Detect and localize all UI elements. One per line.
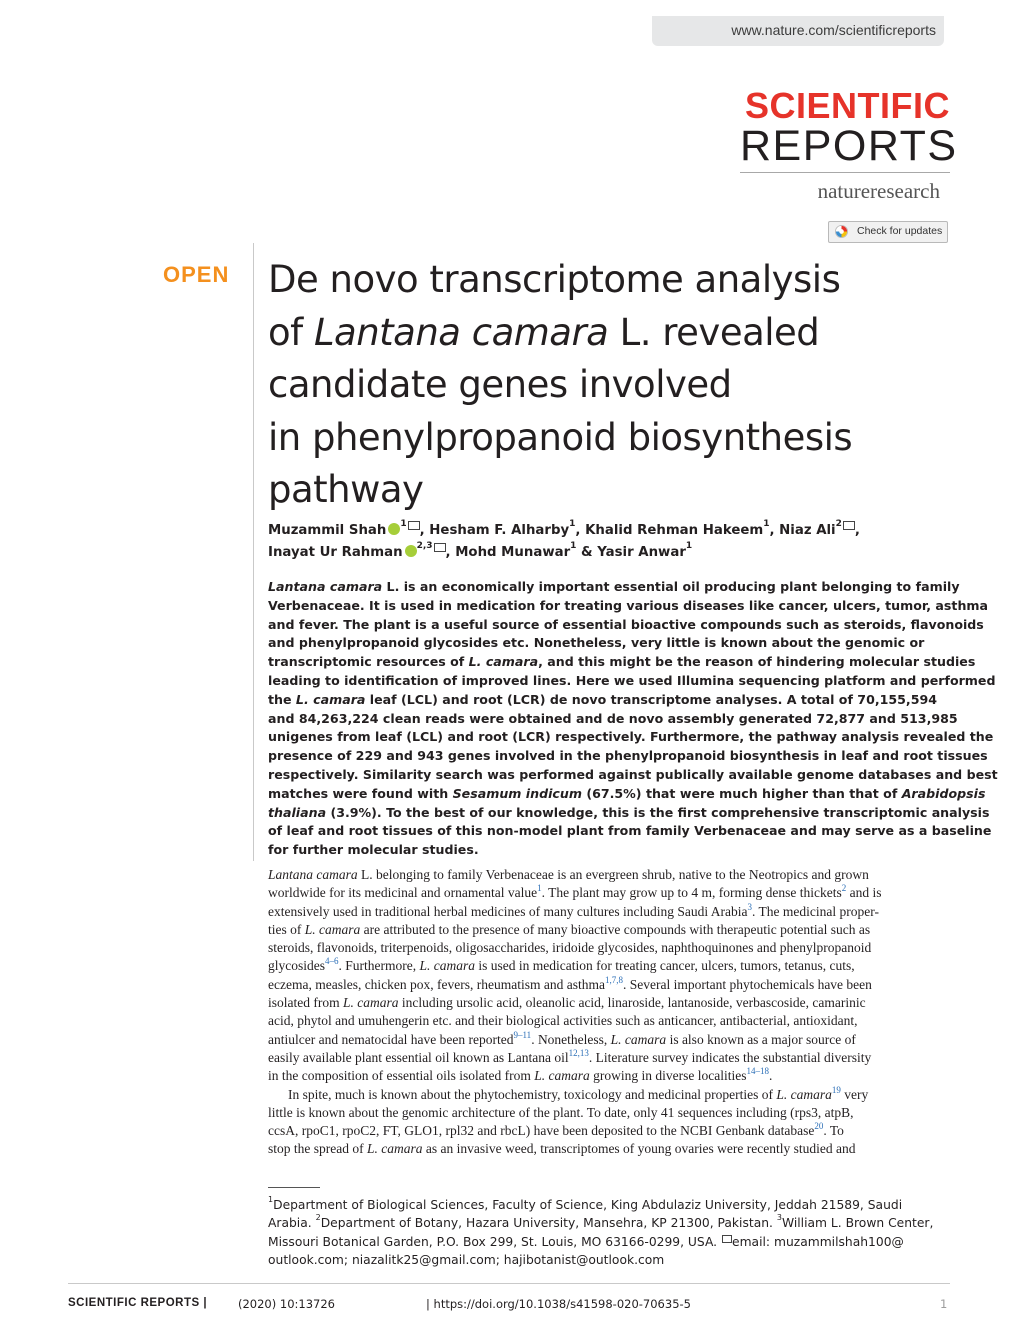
envelope-icon bbox=[722, 1235, 732, 1243]
footnote-divider bbox=[268, 1187, 320, 1188]
author-list bbox=[268, 520, 948, 564]
envelope-icon[interactable] bbox=[434, 543, 446, 552]
author-line-1: Muzammil Shah $^1$ , Hesham F. Alharby$^1$, Khalid Rehman Hakeem$^1$, Niaz Ali$^2$ , bbox=[268, 519, 860, 538]
title-line: in phenylpropanoid biosynthesis bbox=[268, 415, 853, 459]
brand-reports: REPORTS bbox=[740, 122, 958, 170]
open-access-label: OPEN bbox=[163, 262, 230, 287]
citation-link[interactable]: 19 bbox=[831, 1084, 841, 1095]
citation-link[interactable]: 1 bbox=[537, 883, 542, 894]
citation-link[interactable]: 12,13 bbox=[568, 1047, 589, 1058]
orcid-icon[interactable] bbox=[388, 523, 400, 535]
citation-link[interactable]: 3 bbox=[747, 901, 753, 912]
author-name[interactable]: , Mohd Munawar bbox=[445, 545, 571, 560]
email-link[interactable]: email: muzammilshah100@ bbox=[732, 1234, 904, 1249]
crossmark-icon bbox=[835, 225, 848, 238]
title-line: pathway bbox=[268, 468, 424, 511]
article-title bbox=[268, 254, 948, 517]
citation-link[interactable]: 4–6 bbox=[325, 956, 339, 967]
journal-url[interactable]: www.nature.com/scientificreports bbox=[731, 22, 936, 38]
email-link[interactable]: outlook.com; niazalitk25@gmail.com; hajibotanist@outlook.com bbox=[268, 1252, 665, 1267]
brand-divider bbox=[740, 172, 950, 173]
vertical-divider bbox=[253, 243, 254, 861]
publisher-logo: natureresearch bbox=[817, 179, 940, 203]
author-name[interactable]: , Niaz Ali bbox=[769, 523, 836, 538]
check-for-updates-button[interactable] bbox=[828, 221, 948, 243]
abstract: Lantana camara L. is an economically important essential oil producing plant belonging to family Verbenaceae. It is used in medication for treating various diseases like cancer, ulcers, tumor, asthma and fever. The plant is a useful source of essential bioactive compounds such as steroids, flavonoids and phenylpropanoid glycosides etc. Nonetheless, very little is known about the genomic or transcriptomic resources of L. camara, and this might be the reason of hindering molecular studies leading to identification of improved lines. Here we used Illumina sequencing platform and performed the L. camara leaf (LCL) and root (LCR) de novo transcriptome analyses. A total of 70,155,594 and 84,263,224 clean reads were obtained and de novo assembly generated 72,877 and 513,985 unigenes from leaf (LCL) and root (LCR) respectively. Furthermore, the pathway analysis revealed the presence of 229 and 943 genes involved in the phenylpropanoid biosynthesis in leaf and root tissues respectively. Similarity search was performed against publically available genome databases and best matches were found with Sesamum indicum (67.5%) that were much higher than that of Arabidopsis thaliana (3.9%). To the best of our knowledge, this is the first comprehensive transcriptomic analysis of leaf and root tissues of this non-model plant from family Verbenaceae and may serve as a baseline for further molecular studies. bbox=[268, 579, 998, 858]
author-name[interactable]: Inayat Ur Rahman bbox=[268, 545, 403, 560]
envelope-icon[interactable] bbox=[843, 521, 855, 530]
brand-scientific: SCIENTIFIC bbox=[744, 85, 950, 126]
affiliations-footnote: $^1$Department of Biological Sciences, Faculty of Science, King Abdulaziz University, Jeddah 21589, Saudi Arabia. $^2$Department of Botany, Hazara University, Mansehra, KP 21300, Pakistan. $^3$William L. Brown Center, Missouri Botanical Garden, P.O. Box 299, St. Louis, MO 63166-0299, USA. email: muzammilshah100@ outlook.com; niazalitk25@gmail.com; hajibotanist@outlook.com bbox=[268, 1196, 950, 1269]
citation-link[interactable]: 1,7,8 bbox=[605, 974, 623, 985]
title-line: candidate genes involved bbox=[268, 363, 732, 406]
envelope-icon[interactable] bbox=[408, 521, 420, 530]
author-name[interactable]: Muzammil Shah bbox=[268, 523, 387, 538]
journal-url-tab[interactable] bbox=[652, 16, 944, 46]
title-line: De novo transcriptome analysis bbox=[268, 258, 841, 301]
page-number: 1 bbox=[940, 1297, 948, 1311]
author-name[interactable]: , Hesham F. Alharby bbox=[419, 523, 570, 538]
citation-link[interactable]: 20 bbox=[814, 1121, 824, 1132]
footer-journal: SCIENTIFIC REPORTS | bbox=[68, 1297, 208, 1309]
footer-doi-link[interactable]: | https://doi.org/10.1038/s41598-020-70635-5 bbox=[426, 1297, 691, 1311]
footer-volume: (2020) 10:13726 bbox=[238, 1297, 335, 1311]
check-for-updates-label: Check for updates bbox=[857, 225, 943, 237]
citation-link[interactable]: 2 bbox=[841, 883, 847, 894]
citation-link[interactable]: 9–11 bbox=[513, 1029, 532, 1040]
author-name[interactable]: & Yasir Anwar bbox=[576, 545, 686, 560]
citation-link[interactable]: 14–18 bbox=[746, 1066, 769, 1077]
body-text: Lantana camara L. belonging to family Verbenaceae is an evergreen shrub, native to the Neotropics and grown worldwide for its medicinal and ornamental value$^1$. The plant may grow up to 4 m, forming dense thickets$^2$ and is extensively used in traditional herbal medicines of many cultures including Saudi Arabia$^3$. The medicinal proper- ties of L. camara are attributed to the presence of many bioactive compounds with therapeutic potential such as steroids, flavonoids, triterpenoids, oligosaccharides, iridoide glycosides, naphthoquinones and phenylpropanoid glycosides$^{4-6}$. Furthermore, L. camara is used in medication for treating cancer, ulcers, tumors, tetanus, cuts, eczema, measles, chicken pox, fevers, rheumatism and asthma$^{1,7,8}$. Several important phytochemicals have been isolated from L. camara including ursolic acid, oleanolic acid, linaroside, lantanoside, verbascoside, camarinic acid, phytol and umuhengerin etc. and their biological activities such as anticancer, antibacterial, antioxidant, antiulcer and nematocidal have been reported$^{9-11}$. Nonetheless, L. camara is also known as a major source of easily available plant essential oil known as Lantana oil$^{12,13}$. Literature survey indicates the substantial diversity in the composition of essential oils isolated from L. camara growing in diverse localities$^{14-18}$. In spite, much is known about the phytochemistry, toxicology and medicinal properties of L. camara$^{19}$ very little is known about the genomic architecture of the plant. To date, only 41 sequences including (rps3, atpB, ccsA, rpoC1, rpoC2, FT, GLO1, rpl32 and rbcL) have been deposited to the NCBI Genbank database$^{20}$. To stop the spread of L. camara as an invasive weed, transcriptomes of young ovaries were recently studied and bbox=[268, 867, 882, 1157]
author-line-2: Inayat Ur Rahman $^{2,3}$ , Mohd Munawar$^1$ & Yasir Anwar$^1$ bbox=[268, 541, 693, 560]
title-line: of Lantana camara L. revealed bbox=[268, 310, 820, 354]
orcid-icon[interactable] bbox=[405, 545, 417, 557]
author-name[interactable]: , Khalid Rehman Hakeem bbox=[575, 523, 764, 538]
footer-divider bbox=[68, 1283, 950, 1284]
